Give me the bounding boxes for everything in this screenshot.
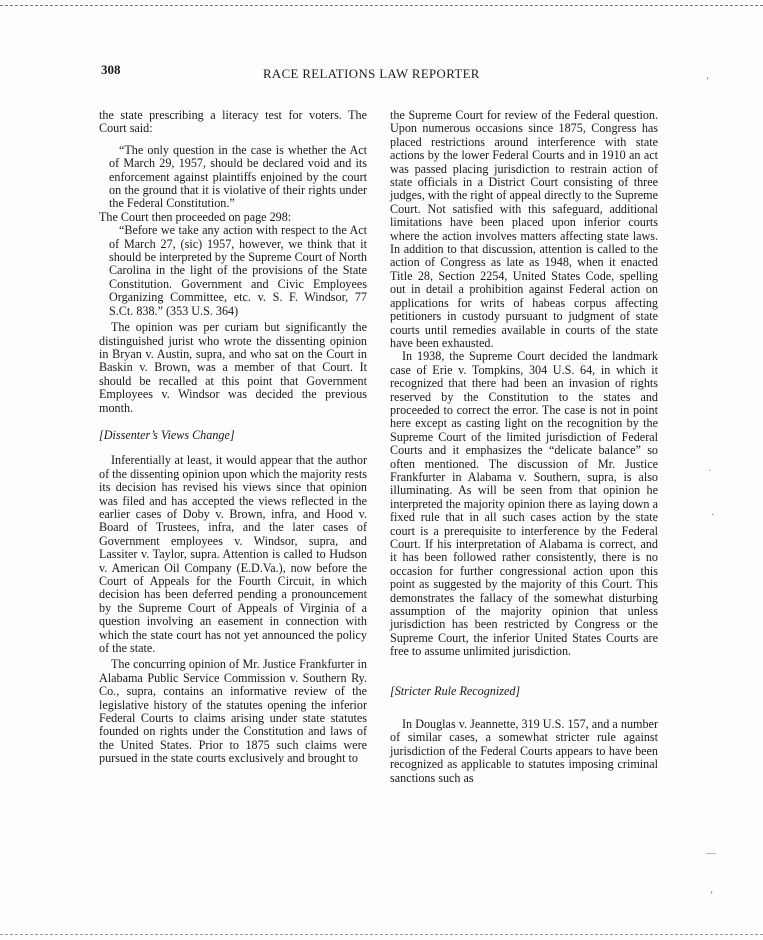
- left-paragraph-2: The Court then proceeded on page 298:: [99, 209, 292, 224]
- scan-speck: ‘: [710, 890, 714, 901]
- bottom-dashed-rule: [0, 934, 763, 935]
- section-heading-stricter-rule: [Stricter Rule Recognized]: [390, 683, 521, 698]
- page-number: 308: [101, 62, 121, 77]
- left-paragraph-1: the state prescribing a literacy test for voters. The Court said:: [99, 108, 367, 136]
- top-dashed-rule: [0, 5, 763, 6]
- left-quote-2: “Before we take any action with respect to the Act of March 27, (sic) 1957, however, we think that it should be interpreted by the Supreme Court of North Carolina in the light of the provisions of the State Constitution. Government and Civic Employees Organizing Committee, etc. v. S. F. Windsor, 77 S.Ct. 838.” (353 U.S. 364): [109, 223, 367, 318]
- section-heading-dissenters-views: [Dissenter’s Views Change]: [99, 427, 235, 442]
- right-paragraph-2: In 1938, the Supreme Court decided the landmark case of Erie v. Tompkins, 304 U.S. 64, in which it recognized that there had been an invasion of rights reserved by the Constitution to the states and proceeded to correct the error. The case is not in point here except as casting light on the recognition by the Supreme Court of the limited jurisdiction of Federal Courts and it emphasizes the “delicate balance” so often mentioned. The discussion of Mr. Justice Frankfurter in Alabama v. Southern, supra, is also illuminating. As will be seen from that opinion he interpreted the majority opinion there as laying down a fixed rule that in all such cases action by the state court is a prerequisite to interference by the Federal Court. If his interpretation of Alabama is correct, and it has been followed rather consistently, there is no occasion for further congressional action upon this point as suggested by the majority of this Court. This demonstrates the fallacy of the somewhat disturbing assumption of the majority opinion that unless jurisdiction has been restricted by Congress or the Supreme Court, the inferior United States Courts are free to assume unlimited jurisdiction.: [390, 349, 658, 659]
- right-column: [390, 109, 658, 785]
- left-paragraph-4: Inferentially at least, it would appear that the author of the dissenting opinion upon which the majority rests its decision has revised his views since that opinion was filed and has accepted the views reflected in the earlier cases of Doby v. Brown, infra, and Hood v. Board of Trustees, infra, and the later cases of Government employees v. Windsor, supra, and Lassiter v. Taylor, supra. Attention is called to Hudson v. American Oil Company (E.D.Va.), now before the Court of Appeals for the Fourth Circuit, in which decision has been deferred pending a pronouncement by the Supreme Court of Appeals of Virginia of a question involving an easement in connection with which the state court has not yet announced the policy of the state.: [99, 453, 367, 656]
- left-column: [99, 109, 367, 766]
- right-paragraph-3: In Douglas v. Jeannette, 319 U.S. 157, and a number of similar cases, a somewhat stricter rule against jurisdiction of the Federal Courts appears to have been recognized as applicable to statutes imposing criminal sanctions such as: [390, 717, 658, 785]
- right-paragraph-1: the Supreme Court for review of the Federal question. Upon numerous occasions since 1875, Congress has placed restrictions around interference with state actions by the lower Federal Courts and in 1910 an act was passed placing jurisdiction to restrain action of state officials in a District Court consisting of three judges, with the right of appeal directly to the Supreme Court. Not satisfied with this safeguard, additional limitations have been placed upon inferior courts where the action involves matters affecting state laws. In addition to that discussion, attention is called to the action of Congress as late as 1948, when it enacted Title 28, Section 2254, United States Code, spelling out in detail a prohibition against Federal action on applications for writs of habeas corpus affecting petitioners in custody pursuant to judgment of state courts until remedies available in courts of the state have been exhausted.: [390, 108, 658, 350]
- scan-speck: —: [706, 848, 716, 859]
- left-paragraph-5: The concurring opinion of Mr. Justice Frankfurter in Alabama Public Service Commission v. Southern Ry. Co., supra, contains an informative review of the legislative history of the statutes opening the inferior Federal Courts to claims arising under state statutes founded on rights under the Constitution and laws of the United States. Prior to 1875 such claims were pursued in the state courts exclusively and brought to: [99, 657, 367, 766]
- scan-speck: ·: [711, 510, 715, 521]
- left-quote-1: “The only question in the case is whether the Act of March 29, 1957, should be declared void and its enforcement against plaintiffs enjoined by the court on the ground that it is violative of their rights under the Federal Constitution.”: [109, 142, 367, 211]
- running-head: RACE RELATIONS LAW REPORTER: [263, 67, 480, 81]
- left-paragraph-3: The opinion was per curiam but significantly the distinguished jurist who wrote the dissenting opinion in Bryan v. Austin, supra, and who sat on the Court in Baskin v. Brown, was a member of that Court. It should be recalled at this point that Government Employees v. Windsor was decided the previous month.: [99, 320, 367, 415]
- scan-speck: ·: [708, 466, 712, 477]
- scan-speck: ‘: [706, 76, 710, 87]
